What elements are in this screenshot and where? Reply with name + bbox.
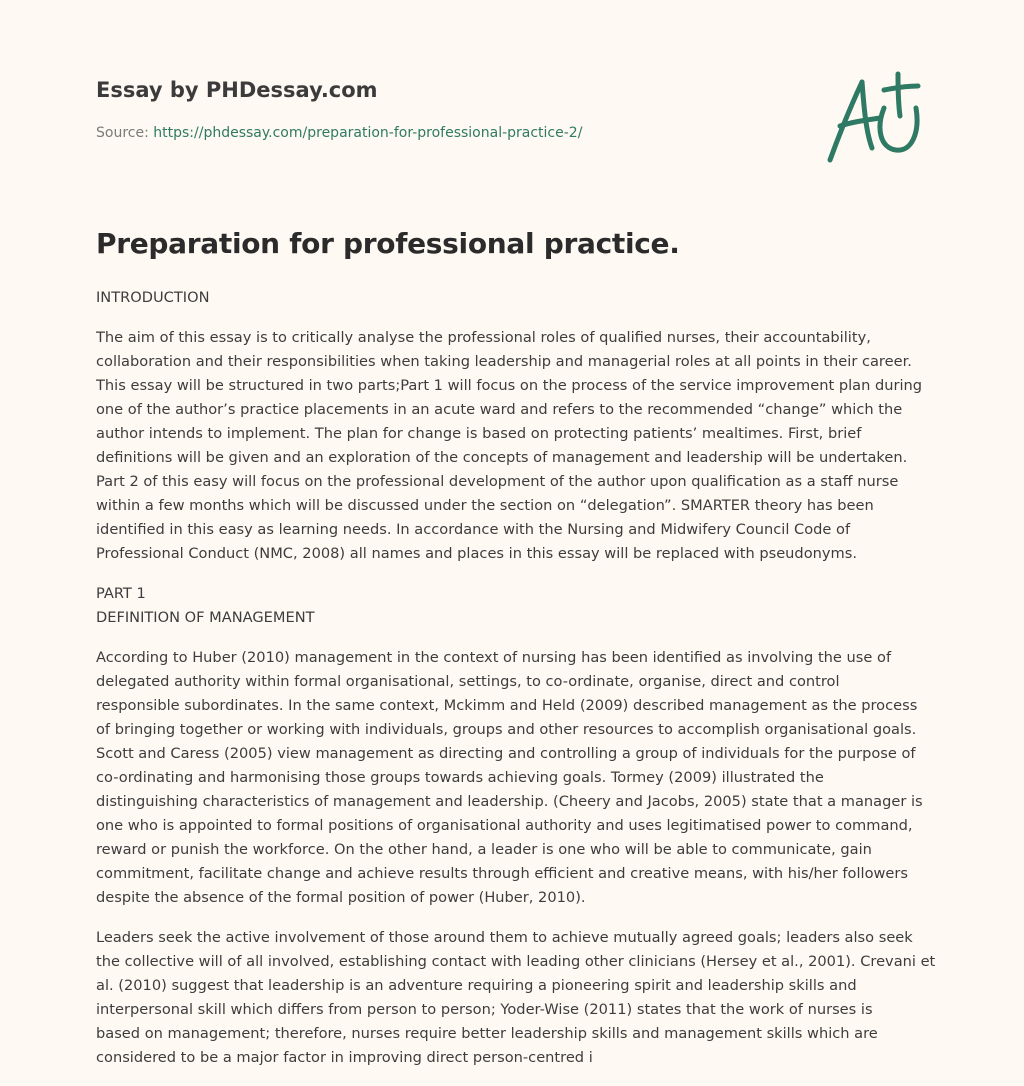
paragraph-leadership: Leaders seek the active involvement of those around them to achieve mutually agreed goals; leaders also seek the collective will of all involved, establishing contact with leading other clinicians (Hersey et al., 2001). Crevani et al. (2010) suggest that leadership is an adventure requiring a pioneering spirit and leadership skills and interpersonal skill which differs from person to person; Yoder-Wise (2011) states that the work of nurses is based on management; therefore, nurses require better leadership skills and management skills which are considered to be a major factor in improving direct person-centred i [96,929,936,1066]
paragraph-part1-heading: PART 1 DEFINITION OF MANAGEMENT [96,585,315,626]
a-plus-logo-icon [822,68,926,164]
article [96,224,936,1086]
paragraph-introduction: The aim of this essay is to critically analyse the professional roles of qualified nurses, their accountability, collaboration and their responsibilities when taking leadership and managerial roles at all points in their career. This essay will be structured in two parts;Part 1 will focus on the process of the service improvement plan during one of the author’s practice placements in an acute ward and refers to the recommended “change” which the author intends to implement. The plan for change is based on protecting patients’ mealtimes. First, brief definitions will be given and an exploration of the concepts of management and leadership will be undertaken. Part 2 of this easy will focus on the professional development of the author upon qualification as a staff nurse within a few months which will be discussed under the section on “delegation”. SMARTER theory has been identified in this easy as learning needs. In accordance with the Nursing and Midwifery Council Code of Professional Conduct (NMC, 2008) all names and places in this essay will be replaced with pseudonyms. [96,329,923,562]
paragraph-introduction-heading: INTRODUCTION [96,289,210,306]
source-label: Source: [96,125,154,141]
page-title: Preparation for professional practice. [96,227,680,260]
site-title: Essay by PHDessay.com [96,78,378,102]
source-link[interactable]: https://phdessay.com/preparation-for-professional-practice-2/ [153,125,583,141]
paragraph-management-definition: According to Huber (2010) management in the context of nursing has been identified as involving the use of delegated authority within formal organisational, settings, to co-ordinate, organise, direct and control responsible subordinates. In the same context, Mckimm and Held (2009) described management as the process of bringing together or working with individuals, groups and other resources to accomplish organisational goals. Scott and Caress (2005) view management as directing and controlling a group of individuals for the purpose of co-ordinating and harmonising those groups towards achieving goals. Tormey (2009) illustrated the distinguishing characteristics of management and leadership. (Cheery and Jacobs, 2005) state that a manager is one who is appointed to formal positions of organisational authority and uses legitimatised power to command, reward or punish the workforce. On the other hand, a leader is one who will be able to communicate, gain commitment, facilitate change and achieve results through efficient and creative means, with his/her followers despite the absence of the formal position of power (Huber, 2010). [96,649,923,906]
source-line [96,124,796,142]
document-header [96,76,796,142]
